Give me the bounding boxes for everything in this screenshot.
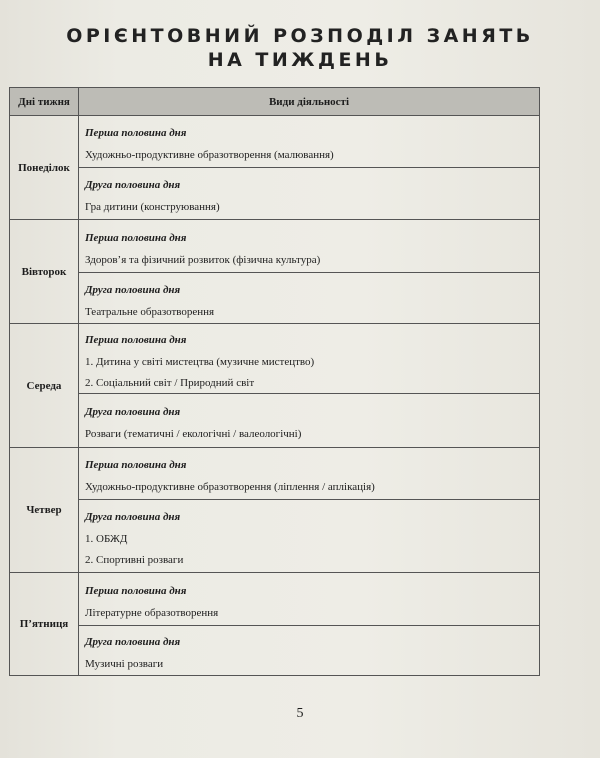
- table-row: [10, 500, 540, 573]
- table-row: [10, 626, 540, 676]
- half-day-label: Друга половина дня: [85, 283, 181, 296]
- day-name: П’ятниця: [10, 573, 79, 676]
- table-row: [10, 116, 540, 168]
- activity-item: Музичні розваги: [85, 658, 164, 670]
- activity-item: Розваги (тематичні / екологічні / валеологічні): [85, 428, 302, 440]
- table-row: [10, 324, 540, 394]
- second-half-cell: [79, 273, 540, 324]
- first-half-cell: [79, 324, 540, 394]
- table-row: [10, 168, 540, 220]
- first-half-cell: [79, 573, 540, 626]
- half-day-label: Друга половина дня: [85, 636, 181, 648]
- page-title: [0, 24, 600, 72]
- half-day-label: Перша половина дня: [85, 584, 187, 597]
- second-half-cell: [79, 168, 540, 220]
- second-half-cell: [79, 500, 540, 573]
- activity-item: 2. Спортивні розваги: [85, 554, 184, 566]
- day-name: Понеділок: [10, 116, 79, 220]
- day-name: Четвер: [10, 448, 79, 573]
- title-line-2: НА ТИЖДЕНЬ: [207, 49, 393, 71]
- activity-item: Художньо-продуктивне образотворення (малювання): [85, 149, 334, 161]
- activity-item: Художньо-продуктивне образотворення (ліплення / аплікація): [85, 481, 375, 493]
- header-activities: Види діяльності: [79, 88, 540, 116]
- activity-item: Театральне образотворення: [85, 305, 215, 318]
- table-row: [10, 220, 540, 273]
- table-header-row: [10, 88, 540, 116]
- page-number: 5: [296, 706, 304, 721]
- activity-item: Гра дитини (конструювання): [85, 201, 220, 213]
- table-row: [10, 448, 540, 500]
- first-half-cell: [79, 448, 540, 500]
- half-day-label: Перша половина дня: [85, 333, 187, 346]
- half-day-label: Друга половина дня: [85, 406, 181, 418]
- header-days: Дні тижня: [10, 88, 79, 116]
- activity-item: Літературне образотворення: [85, 606, 219, 619]
- activity-item: 1. ОБЖД: [85, 533, 128, 545]
- title-line-1: ОРІЄНТОВНИЙ РОЗПОДІЛ ЗАНЯТЬ: [66, 25, 534, 47]
- table-row: [10, 573, 540, 626]
- second-half-cell: [79, 394, 540, 448]
- first-half-cell: [79, 116, 540, 168]
- activity-item: 1. Дитина у світі мистецтва (музичне мистецтво): [85, 355, 315, 368]
- day-name: Вівторок: [10, 220, 79, 324]
- table-row: [10, 273, 540, 324]
- activity-item: 2. Соціальний світ / Природний світ: [85, 376, 255, 389]
- activity-item: Здоров’я та фізичний розвиток (фізична культура): [85, 253, 321, 266]
- day-name: Середа: [10, 324, 79, 448]
- half-day-label: Перша половина дня: [85, 127, 187, 139]
- half-day-label: Друга половина дня: [85, 511, 181, 523]
- first-half-cell: [79, 220, 540, 273]
- half-day-label: Перша половина дня: [85, 459, 187, 471]
- half-day-label: Друга половина дня: [85, 179, 181, 191]
- schedule-table: [9, 87, 540, 676]
- half-day-label: Перша половина дня: [85, 231, 187, 244]
- second-half-cell: [79, 626, 540, 676]
- table-row: [10, 394, 540, 448]
